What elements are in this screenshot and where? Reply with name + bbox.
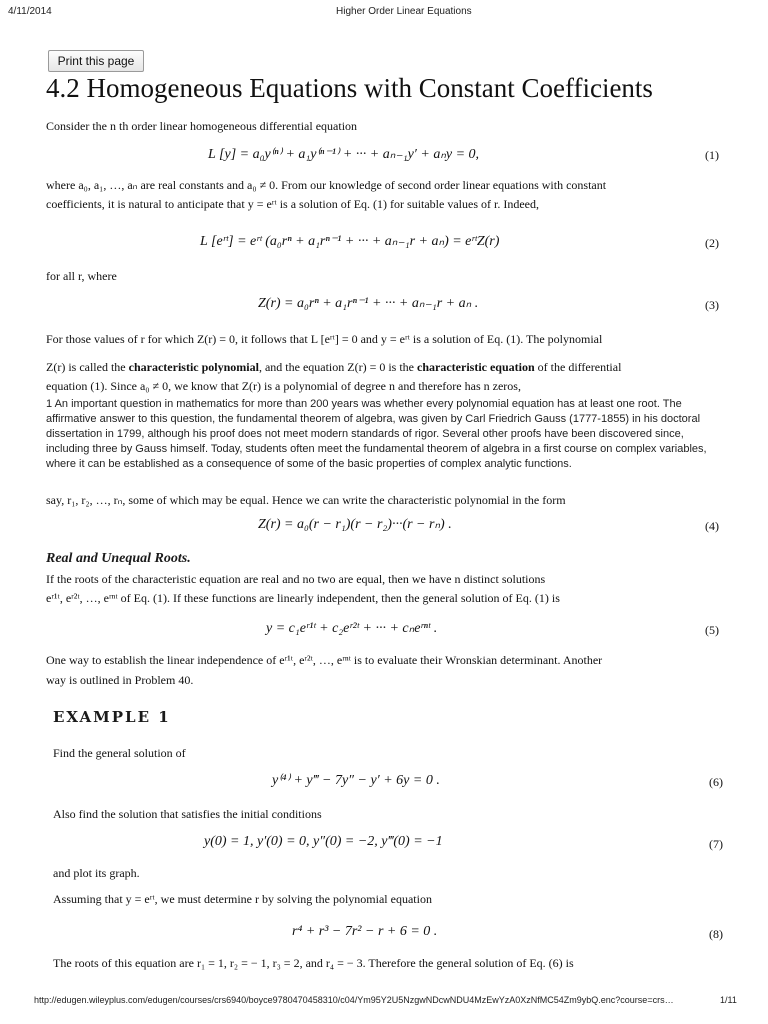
paragraph-text: Find the general solution of: [53, 746, 186, 760]
footer-url: http://edugen.wileyplus.com/edugen/courses/crs6940/boyce9780470458310/c04/Ym95Y2U5NzgwNDcwNDU4MzEwYzA0XzNfMC54Zm9ybQ.enc?course=crs…: [34, 995, 674, 1005]
paragraph-text: and plot its graph.: [53, 866, 140, 880]
footnote: 1 An important question in mathematics for more than 200 years was whether every polynomial equation has at least one root. The affirmative answer to this question, the fundamental theorem of algebra, was given by Carl Friedrich Gauss (1777-1855) in his doctoral dissertation in 1799, although his proof does not meet modern standards of rigor. Several other proofs have been discovered since, including three by Gauss himself. Today, students often meet the fundamental theorem of algebra in a first course on complex variables, where it can be established as a consequence of some of the basic properties of complex analytic functions.: [46, 398, 707, 470]
paragraph-intro: Consider the n th order linear homogeneous differential equation: [46, 119, 358, 133]
equation-number: (7): [709, 837, 723, 851]
text-span: , and the equation Z(r) = 0 is the: [258, 360, 418, 374]
paragraph-text: eʳ¹ᵗ, eʳ²ᵗ, …, eʳⁿᵗ of Eq. (1). If these functions are linearly independent, then the general solution of Eq. (1) is: [46, 591, 560, 605]
example-heading: EXAMPLE 1: [53, 708, 171, 726]
paragraph-text: [46, 359, 621, 376]
equation-5: y = c₁eʳ¹ᵗ + c₂eʳ²ᵗ + ··· + cₙeʳⁿᵗ .: [266, 621, 438, 636]
paragraph-text: The roots of this equation are r₁ = 1, r₂ = − 1, r₃ = 2, and r₄ = − 3. Therefore the general solution of Eq. (6) is: [53, 956, 574, 970]
equation-4: Z(r) = a₀(r − r₁)(r − r₂)···(r − rₙ) .: [258, 517, 452, 532]
equation-3: Z(r) = a₀rⁿ + a₁rⁿ⁻¹ + ··· + aₙ₋₁r + aₙ .: [258, 296, 479, 311]
equation-7: y(0) = 1, y′(0) = 0, y″(0) = −2, y‴(0) = −1: [204, 834, 443, 849]
paragraph-text: way is outlined in Problem 40.: [46, 673, 194, 687]
paragraph-text: Assuming that y = eʳᵗ, we must determine r by solving the polynomial equation: [53, 892, 432, 906]
equation-8: r⁴ + r³ − 7r² − r + 6 = 0 .: [292, 924, 438, 939]
paragraph-text: For those values of r for which Z(r) = 0, it follows that L [eʳᵗ] = 0 and y = eʳᵗ is a solution of Eq. (1). The polynomial: [46, 332, 603, 346]
equation-6: y⁽⁴⁾ + y‴ − 7y″ − y′ + 6y = 0 .: [272, 773, 440, 788]
paragraph-text: for all r, where: [46, 269, 117, 283]
paragraph-text: One way to establish the linear independence of eʳ¹ᵗ, eʳ²ᵗ, …, eʳⁿᵗ is to evaluate their Wronskian determinant. Another: [46, 653, 603, 667]
paragraph-text: coefficients, it is natural to anticipate that y = eʳᵗ is a solution of Eq. (1) for suitable values of r. Indeed,: [46, 197, 539, 211]
page-title: 4.2 Homogeneous Equations with Constant Coefficients: [46, 73, 653, 103]
text-span: of the differential: [534, 360, 622, 374]
term-characteristic-polynomial: characteristic polynomial: [128, 360, 259, 374]
text-span: Z(r) is called the: [46, 360, 129, 374]
paragraph-text: Also find the solution that satisfies the initial conditions: [53, 807, 322, 821]
paragraph-text: where a₀, a₁, …, aₙ are real constants and a₀ ≠ 0. From our knowledge of second order linear equations with constant: [46, 178, 607, 192]
equation-number: (1): [705, 148, 719, 162]
equation-number: (6): [709, 775, 723, 789]
paragraph-text: equation (1). Since a₀ ≠ 0, we know that Z(r) is a polynomial of degree n and therefore has n zeros,: [46, 379, 521, 393]
term-characteristic-equation: characteristic equation: [417, 360, 535, 374]
equation-number: (3): [705, 298, 719, 312]
print-header-title: Higher Order Linear Equations: [336, 6, 472, 17]
equation-2: L [eʳᵗ] = eʳᵗ (a₀rⁿ + a₁rⁿ⁻¹ + ··· + aₙ₋₁r + aₙ) = eʳᵗZ(r): [200, 234, 500, 249]
print-date: 4/11/2014: [8, 6, 52, 17]
footer-page-number: 1/11: [720, 995, 737, 1005]
subheading: Real and Unequal Roots.: [46, 551, 191, 566]
paragraph-text: If the roots of the characteristic equation are real and no two are equal, then we have n distinct solutions: [46, 572, 546, 586]
equation-number: (5): [705, 623, 719, 637]
equation-number: (4): [705, 519, 719, 533]
print-page-button[interactable]: Print this page: [48, 50, 144, 72]
equation-number: (2): [705, 236, 719, 250]
paragraph-text: say, r₁, r₂, …, rₙ, some of which may be equal. Hence we can write the characteristic polynomial in the form: [46, 493, 566, 507]
equation-1: L [y] = a₀y⁽ⁿ⁾ + a₁y⁽ⁿ⁻¹⁾ + ··· + aₙ₋₁y′ + aₙy = 0,: [208, 147, 480, 162]
equation-number: (8): [709, 927, 723, 941]
